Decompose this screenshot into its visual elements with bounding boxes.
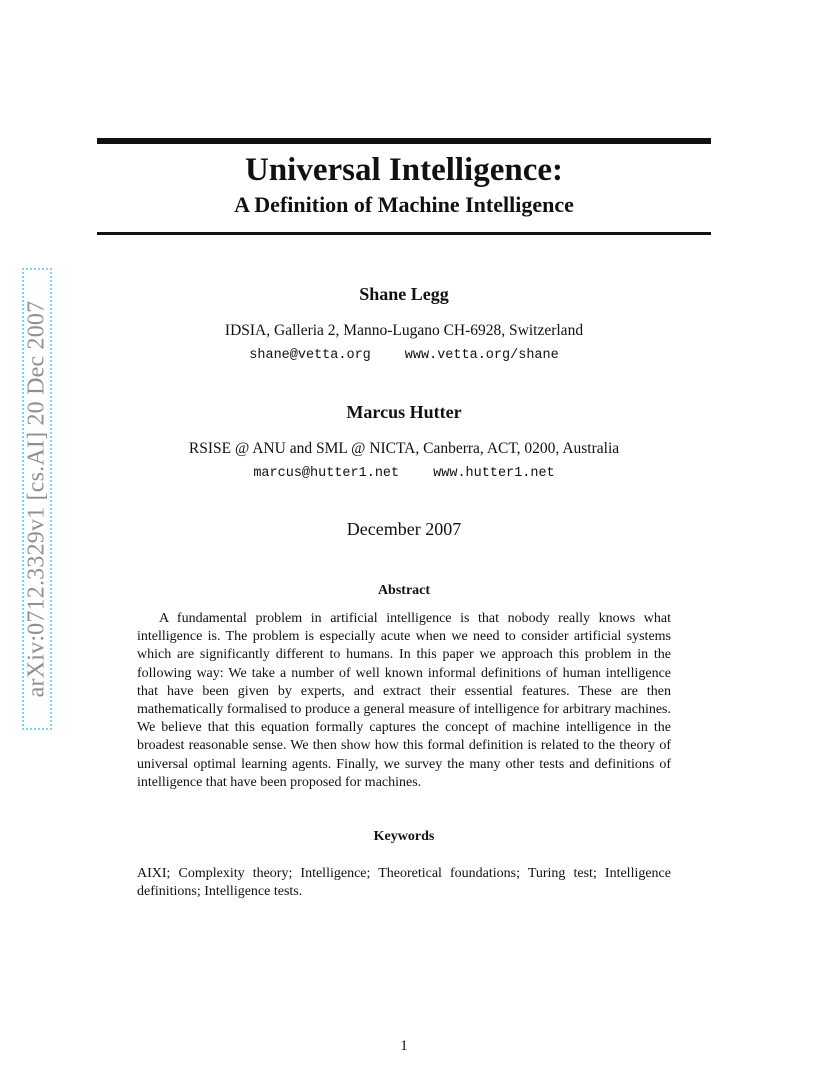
title-rule-bottom [97,232,711,235]
author-contact-hutter [97,466,711,481]
author-affiliation-legg: IDSIA, Galleria 2, Manno-Lugano CH-6928, Switzerland [224,322,584,339]
paper-date: December 2007 [346,519,462,539]
author-email-hutter[interactable]: marcus@hutter1.net [253,466,400,481]
author-website-legg[interactable]: www.vetta.org/shane [404,348,559,363]
abstract-heading: Abstract [377,583,431,598]
title-rule-top [97,138,711,144]
keywords-text: AIXI; Complexity theory; Intelligence; Theoretical foundations; Turing test; Intelligence definitions; Intelligence tests. [137,866,671,900]
author-contact-legg [97,348,711,363]
keywords-heading: Keywords [373,829,435,844]
author-website-hutter[interactable]: www.hutter1.net [433,466,555,481]
author-name-hutter: Marcus Hutter [346,402,462,422]
abstract-text: A fundamental problem in artificial intelligence is that nobody really knows what intelligence is. The problem is especially acute when we need to consider artificial systems which are significantly different to humans. In this paper we approach this problem in the following way: We take a number of well known informal definitions of human intelligence that have been given by experts, and extract their essential features. These are then mathematically formalised to produce a general measure of intelligence for arbitrary machines. We believe that this equation formally captures the concept of machine intelligence in the broadest reasonable sense. We then show how this formal definition is related to the theory of universal optimal learning agents. Finally, we survey the many other tests and definitions of intelligence that have been proposed for machines. [137,611,671,790]
author-email-legg[interactable]: shane@vetta.org [249,348,371,363]
paper-title: Universal Intelligence: [244,152,564,188]
arxiv-stamp [22,268,52,730]
paper-subtitle: A Definition of Machine Intelligence [234,192,574,217]
page-number: 1 [400,1038,408,1054]
arxiv-identifier: arXiv:0712.3329v1 [cs.AI] 20 Dec 2007 [23,300,50,698]
author-name-legg: Shane Legg [359,284,449,304]
author-affiliation-hutter: RSISE @ ANU and SML @ NICTA, Canberra, ACT, 0200, Australia [188,440,620,457]
